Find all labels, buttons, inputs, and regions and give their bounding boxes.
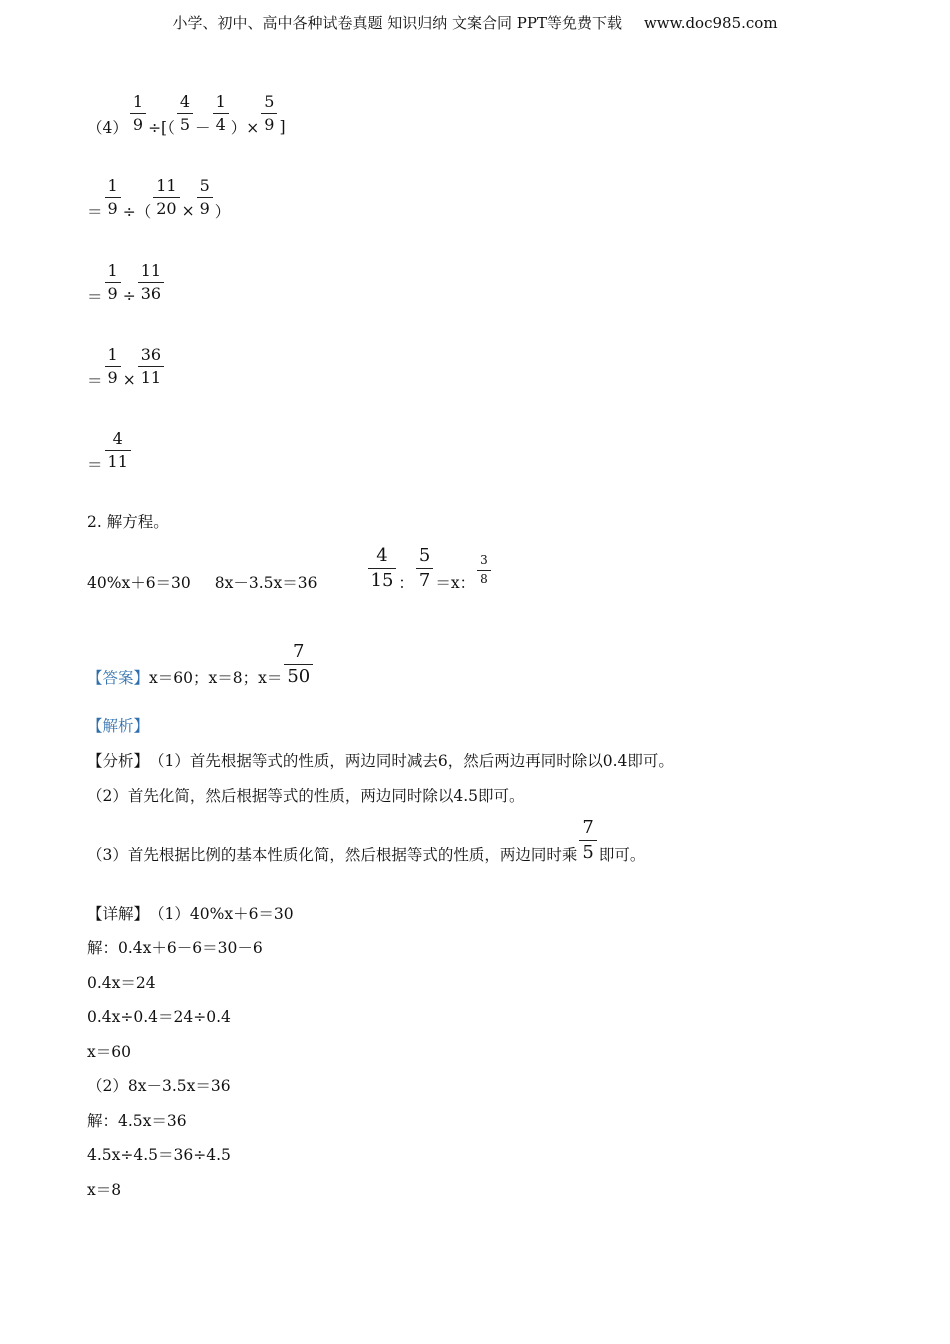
detail-line: （2）8x－3.5x＝36 xyxy=(87,1077,231,1095)
fraction: $\frac{5}{7}$ xyxy=(416,546,433,591)
answer-tag: 【答案】 xyxy=(87,669,150,687)
fraction: $\frac{1}{4}$ xyxy=(213,93,229,133)
fraction: $\frac{5}{9}$ xyxy=(197,177,213,217)
equation-2: 8x－3.5x＝36 xyxy=(214,574,318,592)
detail-line: 0.4x＝24 xyxy=(87,974,156,992)
fraction: $\frac{5}{9}$ xyxy=(261,93,277,133)
fraction: $\frac{7}{5}$ xyxy=(579,818,596,863)
fraction: $\frac{4}{15}$ xyxy=(368,546,397,591)
fraction: $\frac{1}{9}$ xyxy=(130,93,146,133)
analysis-p2: （2）首先化简，然后根据等式的性质，两边同时除以4.5即可。 xyxy=(87,787,525,805)
header-url: www.doc985.com xyxy=(643,14,778,32)
detail-line: 0.4x÷0.4＝24÷0.4 xyxy=(87,1008,231,1026)
fraction: $\frac{11}{36}$ xyxy=(138,262,164,302)
detail-line: x＝60 xyxy=(87,1043,131,1061)
fraction: $\frac{11}{20}$ xyxy=(153,177,179,217)
analysis-p3: （3）首先根据比例的基本性质化简，然后根据等式的性质，两边同时乘 $\frac{7}{5}$ 即可。 xyxy=(87,816,646,864)
detail-tag: 【详解】 xyxy=(87,905,150,923)
calc-line-4: ＝ $\frac{1}{9}$ × $\frac{36}{11}$ xyxy=(87,341,166,391)
equation-1: 40%x＋6＝30 xyxy=(87,574,191,592)
answer-text: x＝60；x＝8；x＝ xyxy=(149,669,283,687)
detail-line: x＝8 xyxy=(87,1181,122,1199)
fraction: $\frac{4}{5}$ xyxy=(177,93,193,133)
fraction: $\frac{7}{50}$ xyxy=(284,642,313,687)
detail-line: 解：4.5x＝36 xyxy=(87,1112,187,1130)
calc-line-3: ＝ $\frac{1}{9}$ ÷ $\frac{11}{36}$ xyxy=(87,257,166,307)
answer-line xyxy=(87,640,315,688)
fraction: $\frac{36}{11}$ xyxy=(138,346,164,386)
calc-label: （4） xyxy=(87,119,128,137)
detail-first: 【详解】 （1）40%x＋6＝30 xyxy=(87,902,294,924)
fraction: $\frac{1}{9}$ xyxy=(105,346,121,386)
calc-line-2: ＝ $\frac{1}{9}$ ÷（ $\frac{11}{20}$ × $\frac{5}{9}$ ） xyxy=(87,175,231,221)
analysis-tag: 【解析】 xyxy=(87,717,150,735)
fraction: $\frac{4}{11}$ xyxy=(105,430,131,470)
detail-line: 4.5x÷4.5＝36÷4.5 xyxy=(87,1146,231,1164)
page-header xyxy=(0,12,950,33)
fenxi-tag: 【分析】 xyxy=(87,752,150,770)
question-2-equations: 40%x＋6＝30 8x－3.5x＝36 $\frac{4}{15}$ ： $\frac{5}{7}$ ＝x： $\frac{3}{8}$ xyxy=(87,543,493,593)
calc-line-1: （4） $\frac{1}{9}$ ÷[（ $\frac{4}{5}$ － $\frac{1}{4}$ ）× $\frac{5}{9}$ ] xyxy=(87,91,286,137)
analysis-p1: 【分析】 （1）首先根据等式的性质，两边同时减去6，然后两边再同时除以0.4即可。 xyxy=(87,749,674,771)
header-text: 小学、初中、高中各种试卷真题 知识归纳 文案合同 PPT等免费下载 xyxy=(172,14,622,32)
question-2-title: 2. 解方程。 xyxy=(87,513,169,531)
calc-line-5: ＝ $\frac{4}{11}$ xyxy=(87,425,133,475)
fraction: $\frac{1}{9}$ xyxy=(105,262,121,302)
fraction: $\frac{3}{8}$ xyxy=(477,554,491,585)
fraction: $\frac{1}{9}$ xyxy=(105,177,121,217)
detail-line: 解：0.4x＋6－6＝30－6 xyxy=(87,939,263,957)
